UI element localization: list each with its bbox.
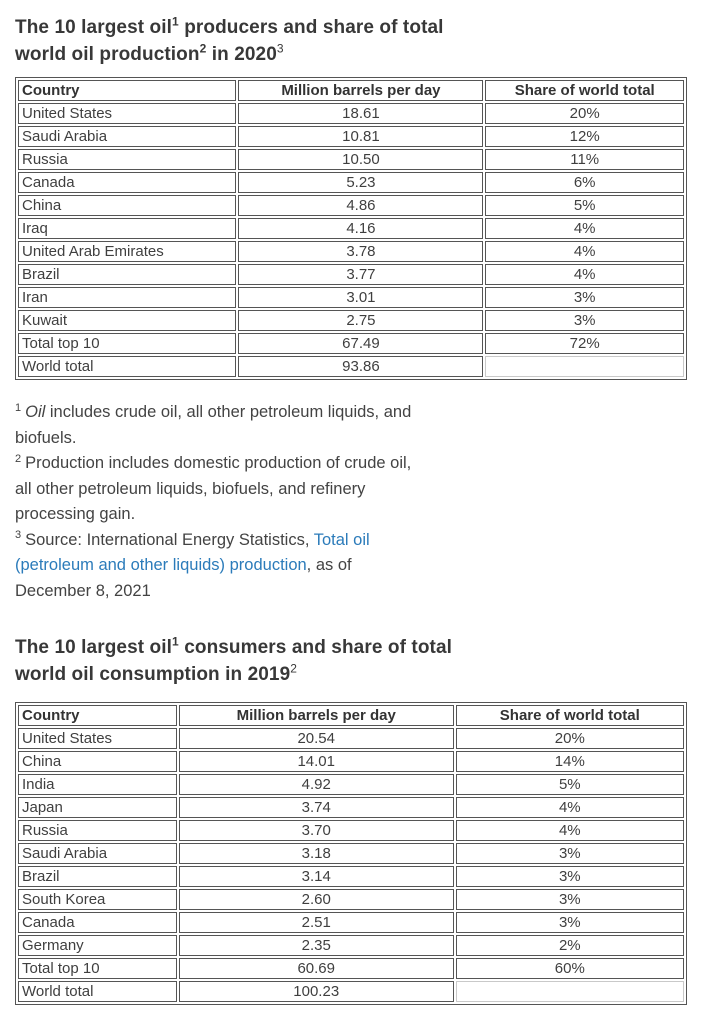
share-cell: 4% xyxy=(485,241,684,262)
country-cell: World total xyxy=(18,356,236,377)
value-cell: 93.86 xyxy=(238,356,483,377)
country-cell: Canada xyxy=(18,172,236,193)
share-cell xyxy=(485,356,684,377)
country-cell: Canada xyxy=(18,912,177,933)
country-cell: Total top 10 xyxy=(18,958,177,979)
table-row xyxy=(18,241,684,262)
share-cell xyxy=(456,981,684,1002)
footnote-ref-2: 2 xyxy=(199,41,207,56)
value-cell: 3.78 xyxy=(238,241,483,262)
footnote-text: biofuels. xyxy=(15,428,77,447)
share-cell: 11% xyxy=(485,149,684,170)
country-cell: China xyxy=(18,195,236,216)
table-row xyxy=(18,195,684,216)
share-cell: 5% xyxy=(456,774,684,795)
title-text: in 2020 xyxy=(206,44,277,65)
column-header: Country xyxy=(18,705,177,726)
country-cell: United States xyxy=(18,103,236,124)
value-cell: 14.01 xyxy=(179,751,454,772)
footnote-marker: 3 xyxy=(15,529,22,541)
value-cell: 2.60 xyxy=(179,889,454,910)
producers-title xyxy=(15,14,687,68)
footnote-ref-2: 2 xyxy=(290,661,298,676)
share-cell: 3% xyxy=(456,889,684,910)
share-cell: 4% xyxy=(456,797,684,818)
producers-table xyxy=(15,77,687,380)
share-cell: 4% xyxy=(456,820,684,841)
table-row xyxy=(18,981,684,1002)
share-cell: 5% xyxy=(485,195,684,216)
share-cell: 3% xyxy=(456,912,684,933)
value-cell: 100.23 xyxy=(179,981,454,1002)
footnote-marker: 2 xyxy=(15,452,22,465)
country-cell: United Arab Emirates xyxy=(18,241,236,262)
footnote-ref-3: 3 xyxy=(276,41,284,56)
country-cell: Brazil xyxy=(18,264,236,285)
table-row xyxy=(18,149,684,170)
country-cell: Russia xyxy=(18,820,177,841)
country-cell: Saudi Arabia xyxy=(18,126,236,147)
value-cell: 3.77 xyxy=(238,264,483,285)
footnote-text: all other petroleum liquids, biofuels, and refinery xyxy=(15,479,366,498)
country-cell: United States xyxy=(18,728,177,749)
table-row xyxy=(18,889,684,910)
footnote-text: includes crude oil, all other petroleum liquids, and xyxy=(45,403,412,421)
table-row xyxy=(18,774,684,795)
value-cell: 10.50 xyxy=(238,149,483,170)
table-row xyxy=(18,958,684,979)
title-text: world oil production xyxy=(15,44,200,65)
share-cell: 3% xyxy=(485,287,684,308)
title-text: The 10 largest oil xyxy=(15,637,173,658)
country-cell: Kuwait xyxy=(18,310,236,331)
table-row xyxy=(18,935,684,956)
table-row xyxy=(18,103,684,124)
value-cell: 2.51 xyxy=(179,912,454,933)
country-cell: China xyxy=(18,751,177,772)
table-row xyxy=(18,728,684,749)
column-header: Million barrels per day xyxy=(238,80,483,101)
table-row xyxy=(18,912,684,933)
footnote-ref-1: 1 xyxy=(172,14,179,29)
table-row xyxy=(18,356,684,377)
header-row xyxy=(18,80,684,101)
footnote-marker: 1 xyxy=(15,401,22,414)
share-cell: 4% xyxy=(485,218,684,239)
value-cell: 3.14 xyxy=(179,866,454,887)
country-cell: Germany xyxy=(18,935,177,956)
table-row xyxy=(18,264,684,285)
table-row xyxy=(18,172,684,193)
value-cell: 18.61 xyxy=(238,103,483,124)
footnotes xyxy=(15,400,687,604)
table-row xyxy=(18,866,684,887)
table-row xyxy=(18,310,684,331)
table-row xyxy=(18,287,684,308)
title-text: consumers and share of total xyxy=(178,637,452,658)
share-cell: 60% xyxy=(456,958,684,979)
value-cell: 4.86 xyxy=(238,195,483,216)
share-cell: 3% xyxy=(456,843,684,864)
value-cell: 10.81 xyxy=(238,126,483,147)
column-header: Share of world total xyxy=(456,705,684,726)
value-cell: 3.70 xyxy=(179,820,454,841)
share-cell: 3% xyxy=(485,310,684,331)
footnote-3 xyxy=(15,528,687,605)
column-header: Country xyxy=(18,80,236,101)
footnote-text: December 8, 2021 xyxy=(15,581,151,600)
share-cell: 20% xyxy=(485,103,684,124)
title-text: world oil consumption in 2019 xyxy=(15,664,291,685)
country-cell: Japan xyxy=(18,797,177,818)
footnote-1 xyxy=(15,400,687,451)
share-cell: 12% xyxy=(485,126,684,147)
footnote-text: Production includes domestic production of crude oil, xyxy=(25,454,412,472)
country-cell: South Korea xyxy=(18,889,177,910)
table-row xyxy=(18,843,684,864)
value-cell: 4.16 xyxy=(238,218,483,239)
value-cell: 4.92 xyxy=(179,774,454,795)
value-cell: 3.01 xyxy=(238,287,483,308)
table-row xyxy=(18,333,684,354)
table-row xyxy=(18,751,684,772)
value-cell: 60.69 xyxy=(179,958,454,979)
country-cell: Russia xyxy=(18,149,236,170)
header-row xyxy=(18,705,684,726)
share-cell: 4% xyxy=(485,264,684,285)
footnote-text: processing gain. xyxy=(15,505,136,523)
country-cell: India xyxy=(18,774,177,795)
value-cell: 5.23 xyxy=(238,172,483,193)
country-cell: Iraq xyxy=(18,218,236,239)
value-cell: 2.75 xyxy=(238,310,483,331)
country-cell: Total top 10 xyxy=(18,333,236,354)
column-header: Share of world total xyxy=(485,80,684,101)
footnote-text: , as of xyxy=(306,556,352,574)
source-link[interactable]: (petroleum and other liquids) production xyxy=(15,556,307,574)
footnote-italic-term: Oil xyxy=(25,403,46,421)
column-header: Million barrels per day xyxy=(179,705,454,726)
share-cell: 6% xyxy=(485,172,684,193)
footnote-ref-1: 1 xyxy=(172,634,179,649)
value-cell: 2.35 xyxy=(179,935,454,956)
table-row xyxy=(18,218,684,239)
country-cell: Saudi Arabia xyxy=(18,843,177,864)
value-cell: 3.18 xyxy=(179,843,454,864)
value-cell: 20.54 xyxy=(179,728,454,749)
share-cell: 2% xyxy=(456,935,684,956)
footnote-text: Source: International Energy Statistics, xyxy=(25,530,314,549)
value-cell: 67.49 xyxy=(238,333,483,354)
share-cell: 20% xyxy=(456,728,684,749)
consumers-title xyxy=(15,634,687,688)
table-row xyxy=(18,126,684,147)
share-cell: 3% xyxy=(456,866,684,887)
source-link[interactable]: Total oil xyxy=(313,530,370,549)
country-cell: Iran xyxy=(18,287,236,308)
table-row xyxy=(18,820,684,841)
consumers-table xyxy=(15,702,687,1005)
share-cell: 72% xyxy=(485,333,684,354)
footnote-2 xyxy=(15,451,687,528)
country-cell: World total xyxy=(18,981,177,1002)
value-cell: 3.74 xyxy=(179,797,454,818)
share-cell: 14% xyxy=(456,751,684,772)
title-text: The 10 largest oil xyxy=(15,17,173,38)
title-text: producers and share of total xyxy=(178,17,444,38)
table-row xyxy=(18,797,684,818)
country-cell: Brazil xyxy=(18,866,177,887)
